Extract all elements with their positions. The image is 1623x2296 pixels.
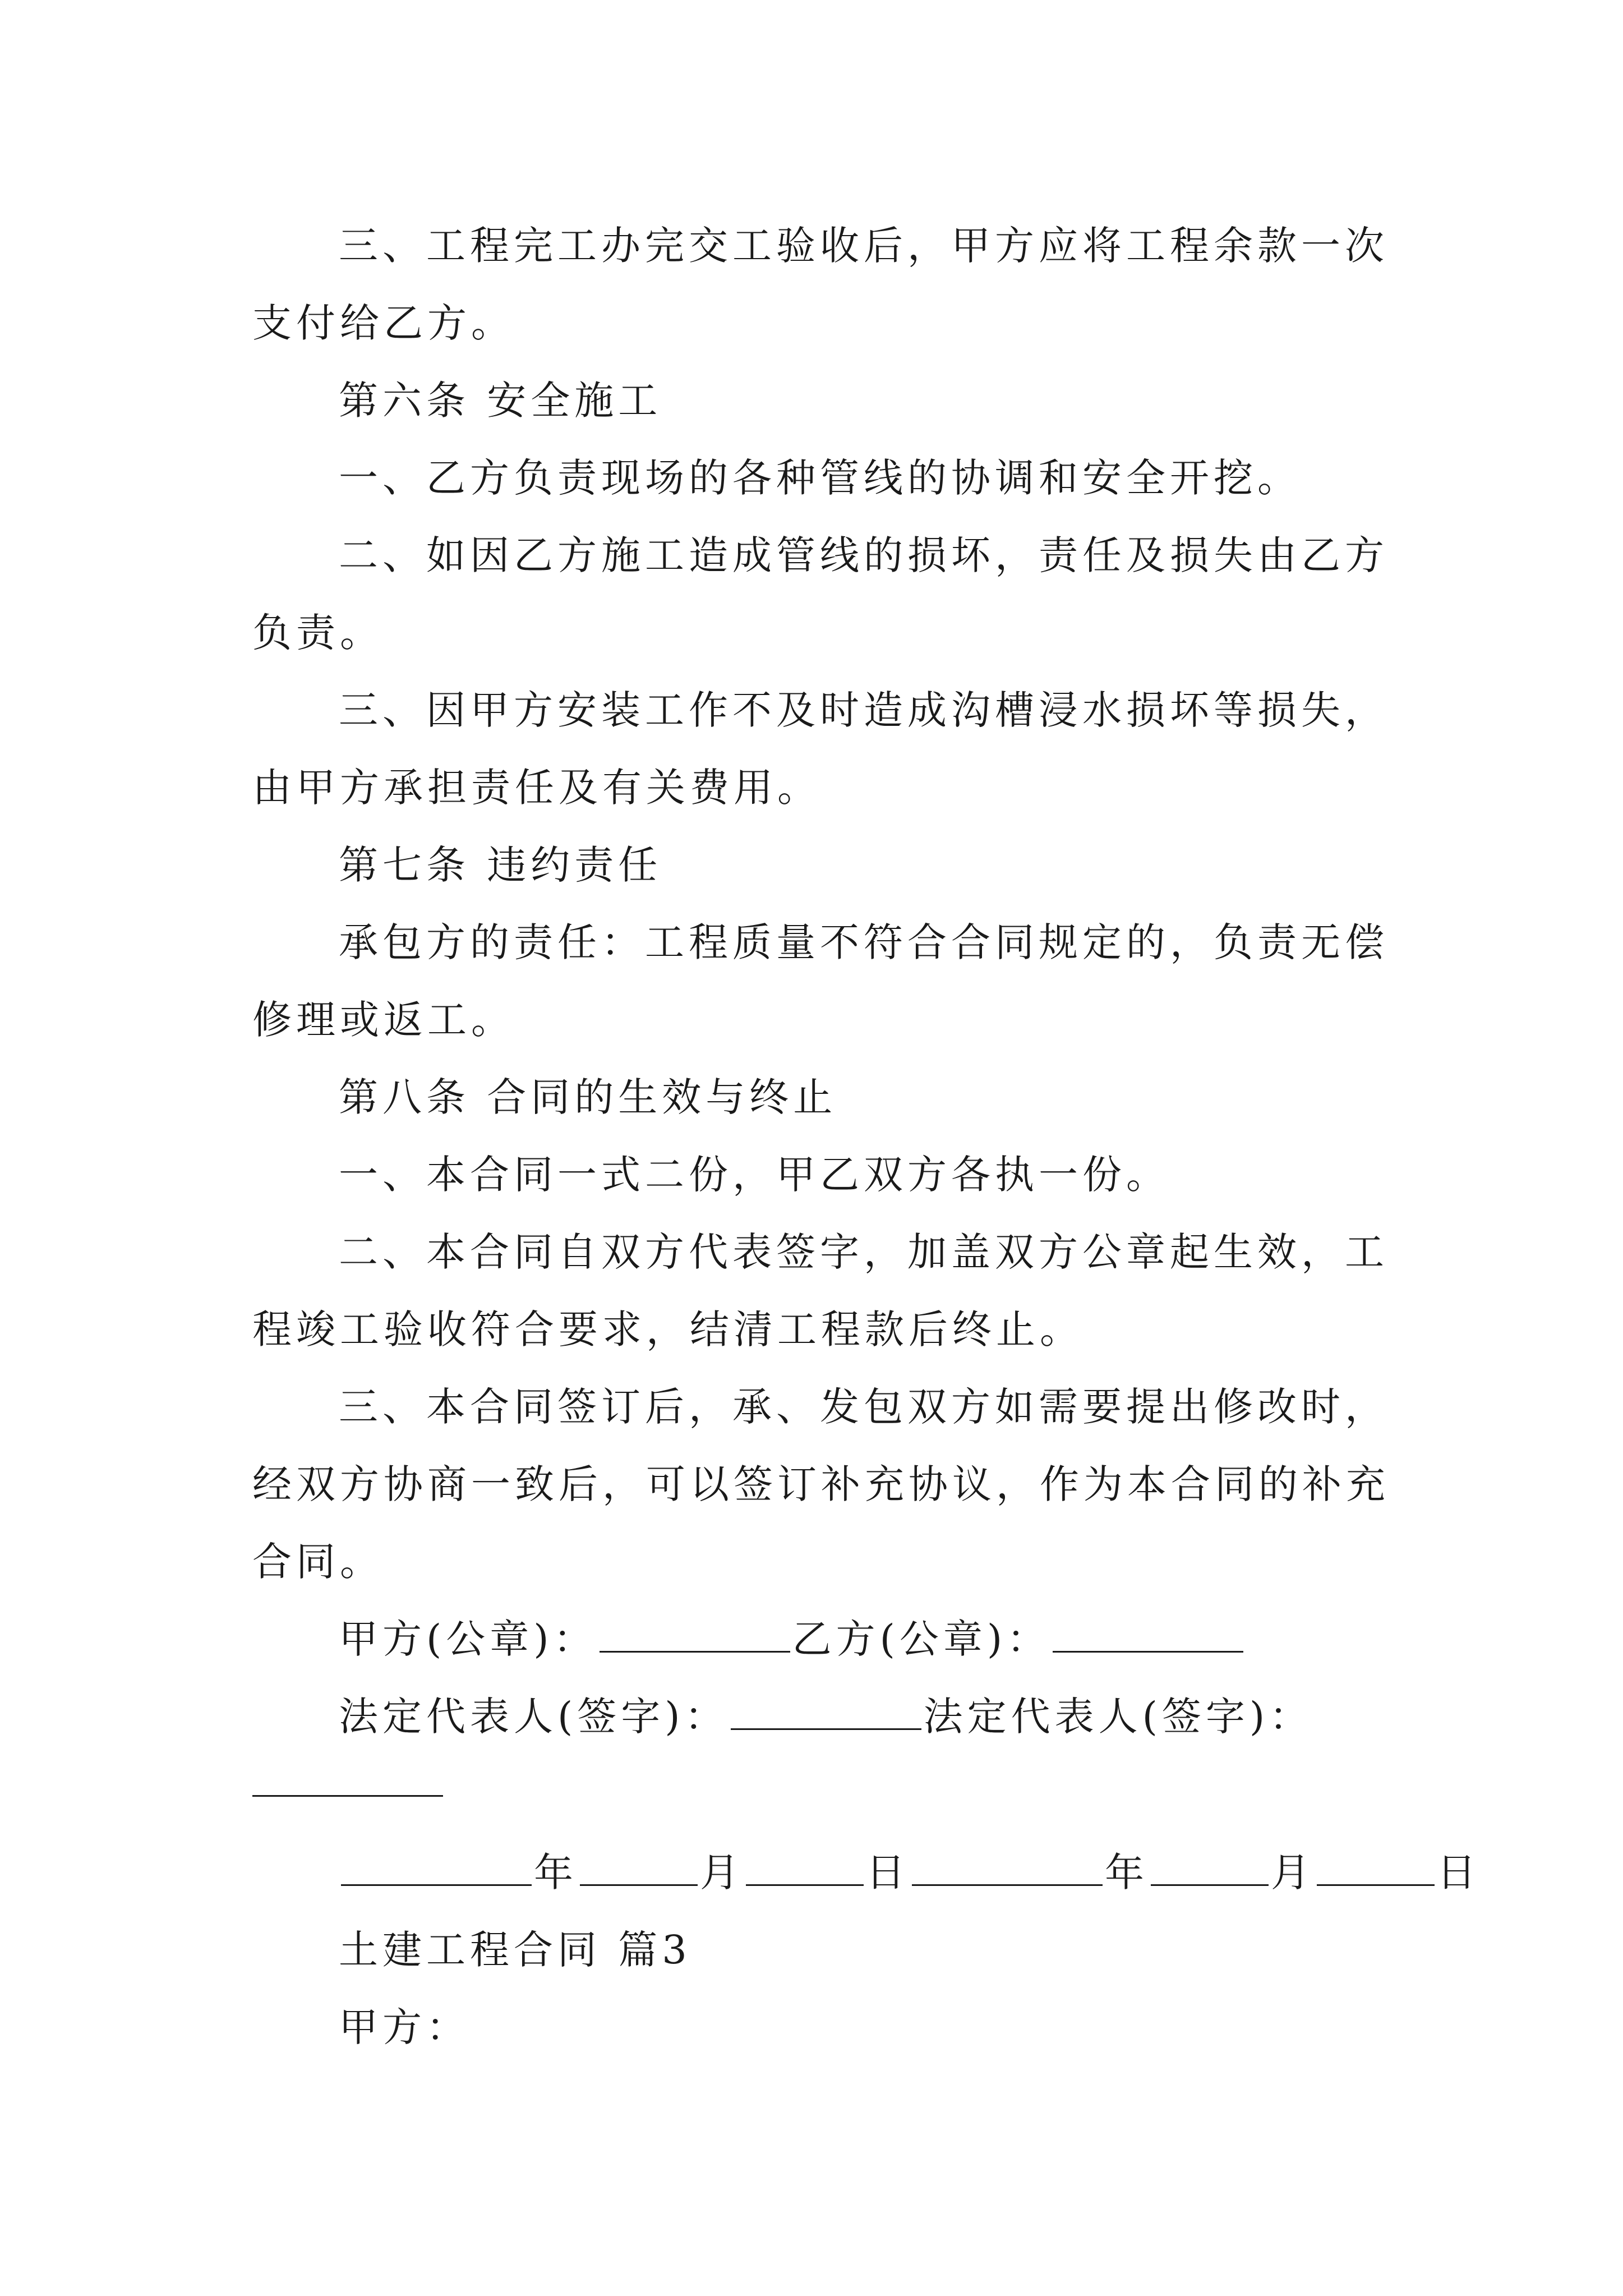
section-title: 土建工程合同 篇3 xyxy=(339,1927,691,1973)
paragraph-line: 经双方协商一致后，可以签订补充协议，作为本合同的补充 xyxy=(252,1461,1390,1507)
article-heading: 第六条 安全施工 xyxy=(339,378,662,424)
day-blank-b xyxy=(1317,1884,1435,1886)
year-label: 年 xyxy=(1105,1849,1149,1895)
year-label: 年 xyxy=(534,1849,578,1895)
month-blank-a xyxy=(580,1884,698,1886)
paragraph-line: 二、本合同自双方代表签字，加盖双方公章起生效，工 xyxy=(339,1229,1389,1275)
month-blank-b xyxy=(1151,1884,1269,1886)
party-b-seal-blank xyxy=(1053,1650,1243,1653)
paragraph-line: 三、本合同签订后，承、发包双方如需要提出修改时， xyxy=(339,1384,1389,1430)
paragraph-line: 负责。 xyxy=(252,610,384,656)
year-blank-a xyxy=(341,1884,532,1886)
paragraph-line: 承包方的责任：工程质量不符合合同规定的，负责无偿 xyxy=(339,919,1389,965)
legal-rep-a-blank xyxy=(731,1728,921,1730)
article-heading: 第八条 合同的生效与终止 xyxy=(339,1074,837,1120)
paragraph-line: 合同。 xyxy=(252,1539,384,1585)
paragraph-line: 由甲方承担责任及有关费用。 xyxy=(252,765,821,811)
party-a-seal-label: 甲方(公章)： xyxy=(339,1616,597,1662)
legal-rep-a-label: 法定代表人(签字)： xyxy=(339,1694,728,1740)
seal-line xyxy=(339,1616,1246,1662)
day-label: 日 xyxy=(1437,1849,1481,1895)
paragraph-line: 三、工程完工办完交工验收后，甲方应将工程余款一次 xyxy=(339,223,1389,269)
day-label: 日 xyxy=(866,1849,910,1895)
month-label: 月 xyxy=(1271,1849,1315,1895)
day-blank-a xyxy=(746,1884,864,1886)
month-label: 月 xyxy=(700,1849,744,1895)
article-heading: 第七条 违约责任 xyxy=(339,842,662,888)
date-line xyxy=(339,1849,1481,1895)
paragraph-line: 程竣工验收符合要求，结清工程款后终止。 xyxy=(252,1306,1083,1352)
paragraph-line: 修理或返工。 xyxy=(252,997,515,1043)
paragraph-line: 支付给乙方。 xyxy=(252,300,515,346)
party-a-label: 甲方： xyxy=(339,2004,470,2050)
paragraph-line: 三、因甲方安装工作不及时造成沟槽浸水损坏等损失， xyxy=(339,687,1389,733)
paragraph-line: 二、如因乙方施工造成管线的损坏，责任及损失由乙方 xyxy=(339,532,1389,578)
legal-rep-line xyxy=(339,1694,1313,1740)
party-b-seal-label: 乙方(公章)： xyxy=(792,1616,1051,1662)
paragraph-line: 一、乙方负责现场的各种管线的协调和安全开挖。 xyxy=(339,455,1301,501)
legal-rep-b-blank xyxy=(252,1795,443,1797)
legal-rep-b-label: 法定代表人(签字)： xyxy=(923,1694,1313,1740)
party-a-seal-blank xyxy=(600,1650,790,1653)
year-blank-b xyxy=(912,1884,1103,1886)
paragraph-line: 一、本合同一式二份，甲乙双方各执一份。 xyxy=(339,1152,1170,1198)
